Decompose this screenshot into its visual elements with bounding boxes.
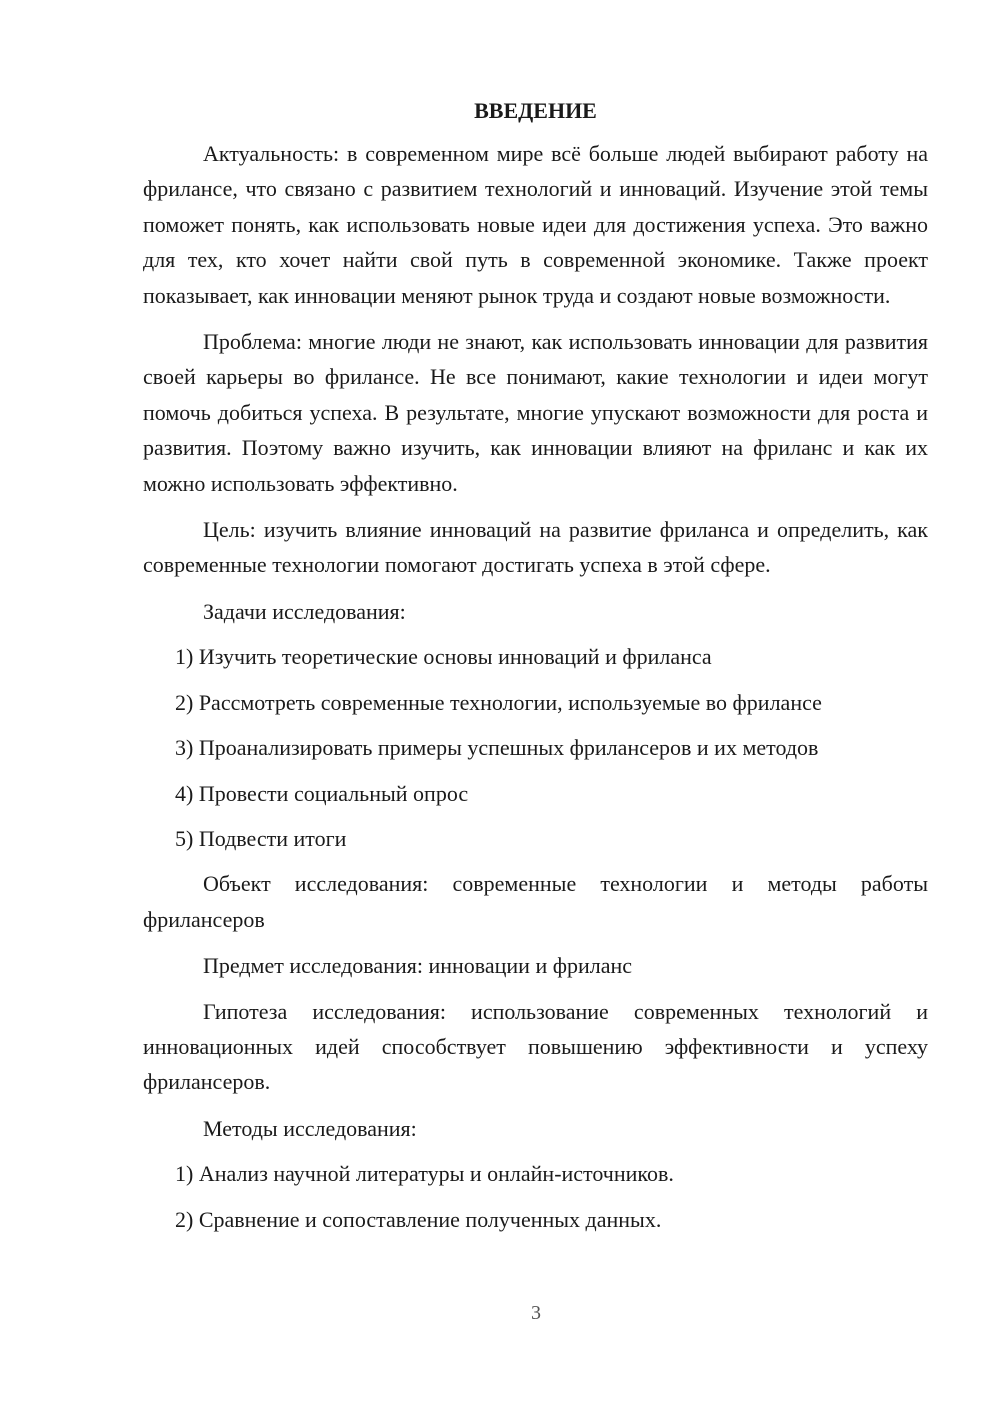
tasks-list bbox=[143, 639, 928, 856]
relevance-paragraph: Актуальность: в современном мире всё больше людей выбирают работу на фрилансе, что связано с развитием технологий и инноваций. Изучение этой темы поможет понять, как использовать новые идеи для достижения успеха. Это важно для тех, кто хочет найти свой путь в современной экономике. Также проект показывает, как инновации меняют рынок труда и создают новые возможности. bbox=[143, 141, 928, 308]
list-item: 5) Подвести итоги bbox=[175, 825, 347, 851]
section-title: ВВЕДЕНИЕ bbox=[474, 98, 597, 123]
list-item: 1) Анализ научной литературы и онлайн-источников. bbox=[175, 1161, 674, 1187]
list-item: 2) Сравнение и сопоставление полученных данных. bbox=[175, 1206, 662, 1232]
list-item: 4) Провести социальный опрос bbox=[175, 780, 469, 806]
methods-list bbox=[143, 1156, 928, 1237]
list-item: 2) Рассмотреть современные технологии, используемые во фрилансе bbox=[175, 689, 822, 715]
methods-heading: Методы исследования: bbox=[203, 1115, 417, 1141]
goal-paragraph: Цель: изучить влияние инноваций на развитие фриланса и определить, как современные технологии помогают достигать успеха в этой сфере. bbox=[143, 517, 928, 578]
list-item: 3) Проанализировать примеры успешных фрилансеров и их методов bbox=[175, 735, 819, 761]
tasks-heading: Задачи исследования: bbox=[203, 598, 406, 624]
page-number: 3 bbox=[531, 1302, 541, 1324]
hypothesis-paragraph: Гипотеза исследования: использование современных технологий и инновационных идей способствует повышению эффективности и успеху фрилансеров. bbox=[143, 998, 928, 1095]
problem-paragraph: Проблема: многие люди не знают, как использовать инновации для развития своей карьеры во фрилансе. Не все понимают, какие технологии и идеи могут помочь добиться успеха. В результате, многие упускают возможности для роста и развития. Поэтому важно изучить, как инновации влияют на фриланс и как их можно использовать эффективно. bbox=[143, 329, 928, 496]
subject-paragraph: Предмет исследования: инновации и фриланс bbox=[203, 953, 633, 979]
object-paragraph: Объект исследования: современные технологии и методы работы фрилансеров bbox=[143, 871, 928, 932]
document-page bbox=[143, 92, 928, 1247]
list-item: 1) Изучить теоретические основы инноваций и фриланса bbox=[175, 644, 712, 670]
